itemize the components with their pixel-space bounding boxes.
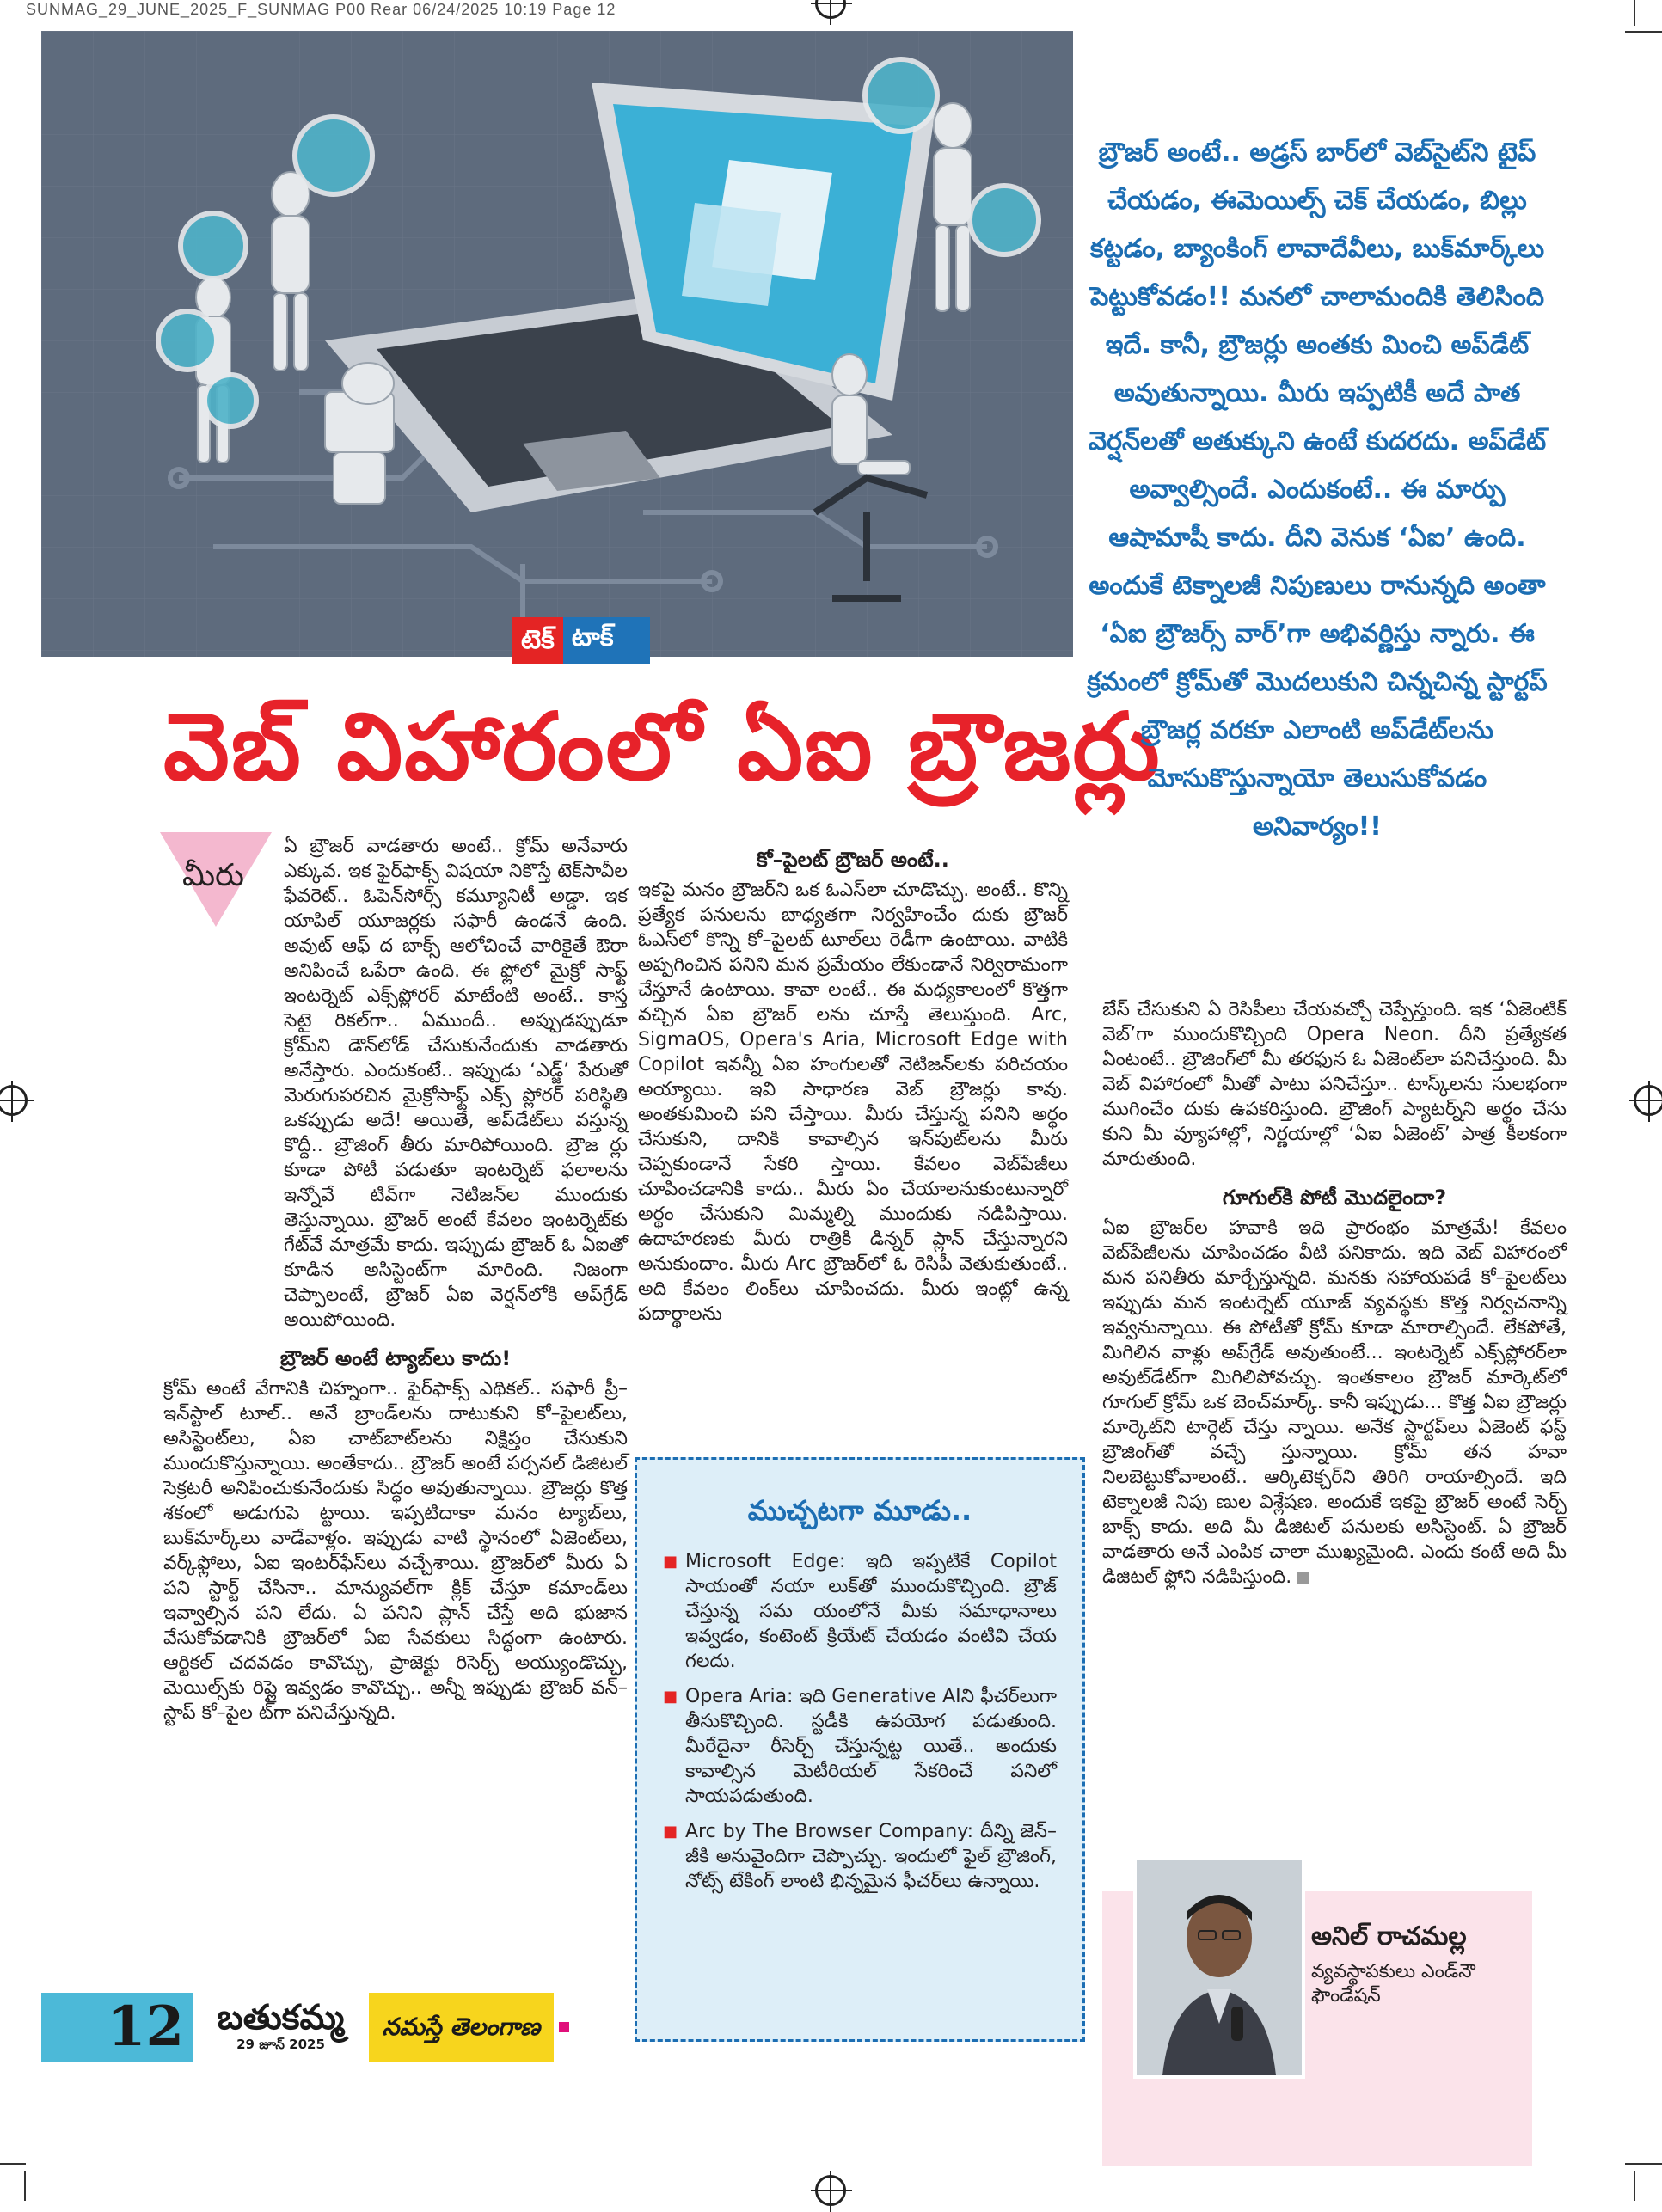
col2-subheading: కో–పైలట్ బ్రౌజర్ అంటే.. [757,848,949,872]
col3-paragraph-2 [1102,1216,1567,1590]
sidebar-box-list [663,1549,1057,1894]
article-column-3 [1102,997,1567,1598]
brand-name: బతుకమ్మ [217,1998,345,2037]
intro-paragraph: బ్రౌజర్ అంటే.. అడ్రస్ బార్‌లో వెబ్‌సైట్‌ని టైప్ చేయడం, ఈమెయిల్స్ చెక్ చేయడం, బిల్లు కట్టడం, బ్యాంకింగ్ లావాదేవీలు, బుక్‌మార్క్‌లు పెట్టుకోవడం!! మనలో చాలామందికి తెలిసింది ఇదే. కానీ, బ్రౌజర్లు అంతకు మించి అప్‌డేట్ అవుతున్నాయి. మీరు ఇప్పటికీ అదే పాత వెర్షన్‌లతో అతుక్కుని ఉంటే కుదరదు. అప్‌డేట్ అవ్వాల్సిందే. ఎందుకంటే.. ఈ మార్పు ఆషామాషీ కాదు. దీని వెనుక ‘ఏఐ’ ఉంది. అందుకే టెక్నాలజీ నిపుణులు రానున్నది అంతా ‘ఏఐ బ్రౌజర్స్ వార్’గా అభివర్ణిస్తు న్నారు. ఈ క్రమంలో క్రోమ్‌తో మొదలుకుని చిన్నచిన్న స్టార్టప్ బ్రౌజర్ల వరకూ ఎలాంటి అప్‌డేట్‌లను మోసుకొస్తున్నాయో తెలుసుకోవడం అనివార్యం!! [1087,138,1548,842]
dropcap-text: మీరు [182,858,244,893]
tag-red: టెక్ [512,617,563,664]
list-item: ■ Arc by The Browser Company: దీన్ని జెన్–జీకి అనువైందిగా చెప్పొచ్చు. ఇందులో ఫైల్ బ్రౌజింగ్, నోట్స్ టేకింగ్ లాంటి భిన్నమైన ఫీచర్‌లు ఉన్నాయి. [663,1819,1057,1894]
registration-mark-bottom [815,2175,846,2206]
crop-mark [1634,2171,1635,2201]
sidebar-box [635,1457,1085,2042]
page-number: 12 [41,1993,193,2062]
article-column-2 [638,834,1068,1335]
registration-mark-right [1634,1085,1662,1116]
robots-laptop-illustration [41,31,1073,657]
magazine-brand [193,1993,369,2062]
end-mark-icon [1297,1572,1309,1584]
tag-blue: టాక్ [571,622,614,653]
newspaper-name: నమస్తే తెలంగాణ [369,1993,554,2062]
intro-text [1085,129,1549,851]
headline: వెబ్ విహారంలో ఏఐ బ్రౌజర్లు [163,694,1162,801]
issue-date: 29 జూన్ 2025 [236,2037,325,2052]
page-footer [41,1993,597,2062]
crop-mark [1625,31,1662,33]
col3-paragraph-1: బేస్ చేసుకుని ఏ రెసిపీలు చేయవచ్చో చెప్పేస్తుంది. ఇక ‘ఏజెంటిక్ వెబ్’గా ముందుకొచ్చింది Opera Neon. దీని ప్రత్యేకత ఏంటంటే.. బ్రౌజింగ్‌లో మీ తరఫున ఓ ఏజెంట్‌లా పనిచేస్తుంది. మీ వెబ్ విహారంలో మీతో పాటు పనిచేస్తూ.. టాస్క్‌లను సులభంగా ముగించేం దుకు ఉపకరిస్తుంది. బ్రౌజింగ్ ప్యాటర్న్‌ని అర్థం చేసు కుని మీ వ్యూహాల్లో, నిర్ణయాల్లో ‘ఏఐ ఏజెంట్’ పాత్ర కీలకంగా మారుతుంది. [1102,999,1567,1170]
article-column-1 [163,834,628,1734]
col1-paragraph-2: క్రోమ్ అంటే వేగానికి చిహ్నంగా.. ఫైర్‌ఫాక్స్ ఎథికల్.. సఫారీ ప్రీ–ఇన్‌స్టాల్ టూల్.. అనే బ్రాండ్‌లను దాటుకుని కో–పైలట్‌లు, అసిస్టెంట్‌లు, ఏఐ చాట్‌బాట్‌లను నిక్షిప్తం చేసుకుని ముందుకొస్తున్నాయి. అంతేకాదు.. బ్రౌజర్ అంటే పర్సనల్ డిజిటల్ సెక్రటరీ అనిపించుకునేందుకు సిద్ధం అవుతున్నాయి. బ్రౌజర్లు కొత్త శకంలో అడుగుపె ట్టాయి. ఇప్పటిదాకా మనం ట్యాబ్‌లు, బుక్‌మార్క్‌లు వాడేవాళ్లం. ఇప్పుడు వాటి స్థానంలో ఏజెంట్‌లు, వర్క్‌ఫ్లోలు, ఏఐ ఇంటర్‌ఫేస్‌లు వచ్చేశాయి. బ్రౌజర్‌లో మీరు ఏ పని స్టార్ట్ చేసినా.. మాన్యువల్‌గా క్లిక్ చేస్తూ కమాండ్‌లు ఇవ్వాల్సిన పని లేదు. ఏ పనిని ప్లాన్ చేస్తే అది భుజాన వేసుకోవడానికి బ్రౌజర్‌లో ఏఐ సేవకులు సిద్ధంగా ఉంటారు. ఆర్టికల్ చదవడం కావొచ్చు, ప్రాజెక్టు రిసెర్చ్ అయ్యుండొచ్చు, మెయిల్స్‌కు రిప్లై ఇవ్వడం కావొచ్చు.. అన్నీ ఇప్పుడు బ్రౌజర్ వన్–స్టాప్ కో–పైల ట్‌గా పనిచేస్తున్నది. [163,1378,628,1724]
crop-mark [1634,0,1635,26]
col3-paragraph-2-text: ఏఐ బ్రౌజర్‌ల హవాకి ఇది ప్రారంభం మాత్రమే! కేవలం వెబ్‌పేజీలను చూపించడం వీటి పనికాదు. ఇది వెబ్ విహారంలో మన పనితీరు మార్చేస్తున్నది. మనకు సహాయపడే కో–పైలట్‌లు ఇప్పుడు మన ఇంటర్నెట్ యూజ్ వ్యవస్థకు కొత్త నిర్వచనాన్ని ఇవ్వనున్నాయి. ఈ పోటీతో క్రోమ్ కూడా మారాల్సిందే. లేకపోతే, మిగిలిన వాళ్లు అప్‌గ్రేడ్ అవుతుంటే... ఇంటర్నెట్ ఎక్స్‌ప్లోరర్‌లా అవుట్‌డేట్‌గా మిగిలిపోవచ్చు. ఇంతకాలం బ్రౌజర్ మార్కెట్‌లో గూగుల్ క్రోమ్ ఒక బెంచ్‌మార్క్. కానీ ఇప్పుడు... కొత్త ఏఐ బ్రౌజర్లు మార్కెట్‌ని టార్గెట్ చేస్తు న్నాయి. అనేక స్టార్టప్‌లు ఏజెంట్ ఫస్ట్ బ్రౌజింగ్‌తో వచ్చే స్తున్నాయి. క్రోమ్ తన హవా నిలబెట్టుకోవాలంటే.. ఆర్కిటెక్చర్‌ని తిరిగి రాయాల్సిందే. ఇది టెక్నాలజీ నిపు ణుల విశ్లేషణ. అందుకే ఇకపై బ్రౌజర్ అంటే సెర్చ్ బాక్స్ కాదు. అది మీ డిజిటల్ పనులకు అసిస్టెంట్. ఏ బ్రౌజర్ వాడతారు అనే ఎంపిక చాలా ముఖ్యమైంది. ఎందు కంటే అది మీ డిజిటల్ ఫ్లోని నడిపిస్తుంది. [1102,1217,1567,1588]
list-item: ■ Opera Aria: ఇది Generative AIని ఫీచర్‌లుగా తీసుకొచ్చింది. స్టడీకి ఉపయోగ పడుతుంది. మీరేదైనా రీసెర్చ్ చేస్తున్నట్ట యితే.. అందుకు కావాల్సిన మెటీరియల్ సేకరించే పనిలో సాయపడుతుంది. [663,1684,1057,1809]
print-slug: SUNMAG_29_JUNE_2025_F_SUNMAG P00 Rear 06/24/2025 10:19 Page 12 [26,1,616,18]
author-photo [1133,1857,1305,2079]
author-photo-art [1137,1860,1302,2075]
col1-paragraph-1: ఏ బ్రౌజర్ వాడతారు అంటే.. క్రోమ్ అనేవారు ఎక్కువ. ఇక ఫైర్‌ఫాక్స్ విషయా నికొస్తే టెక్‌సావీల ఫేవరెట్.. ఓపెన్‌సోర్స్ కమ్యూనిటీ అడ్డా. ఇక యాపిల్ యూజర్లకు సఫారీ ఉండనే ఉంది. అవుట్ ఆఫ్ ద బాక్స్ ఆలోచించే వారికైతే ఔరా అనిపించే ఒపేరా ఉంది. ఈ ఫ్లోలో మైక్రో సాఫ్ట్ ఇంటర్నెట్ ఎక్స్‌ప్లోరర్ మాటేంటి అంటే.. కాస్త సెటై రికల్‌గా.. ఏముందీ.. అప్పుడప్పుడూ క్రోమ్‌ని డౌన్‌లోడ్ చేసుకునేందుకు వాడతారు అనేస్తారు. ఎందుకంటే.. ఇప్పుడు ‘ఎడ్జ్’ పేరుతో మెరుగుపరచిన మైక్రోసాఫ్ట్ ఎక్స్ ప్లోరర్ పరిస్థితి ఒకప్పుడు అదే! అయితే, అప్‌డేట్‌లు వస్తున్న కొద్దీ.. బ్రౌజింగ్ తీరు మారిపోయింది. బ్రౌజ ర్లు కూడా పోటీ పడుతూ ఇంటర్నెట్ ఫలాలను ఇన్నోవే టివ్‌గా నెటిజన్‌ల ముందుకు తెస్తున్నాయి. బ్రౌజర్ అంటే కేవలం ఇంటర్నెట్‌కు గేట్‌వే మాత్రమే కాదు. ఇప్పుడు బ్రౌజర్ ఓ ఏఐతో కూడిన అసిస్టెంట్‌గా మారింది. నిజంగా చెప్పాలంటే, బ్రౌజర్ ఏఐ వెర్షన్‌లోకి అప్‌గ్రేడ్ అయిపోయింది. [284,836,628,1331]
col1-subheading: బ్రౌజర్ అంటే ట్యాబ్‌లు కాదు! [279,1346,512,1370]
crop-mark [0,2163,26,2165]
list-item: ■ Microsoft Edge: ఇది ఇప్పటికే Copilot సాయంతో నయా లుక్‌తో ముందుకొచ్చింది. బ్రౌజ్ చేస్తున్న సమ యంలోనే మీకు సమాధానాలు ఇవ్వడం, కంటెంట్ క్రియేట్ చేయడం వంటివి చేయ గలదు. [663,1549,1057,1674]
registration-mark-left [0,1085,28,1116]
crop-mark [1625,2163,1662,2165]
sidebar-box-title: ముచ్చటగా మూడు.. [747,1494,972,1527]
col3-subheading: గూగుల్‌కి పోటీ మొదలైందా? [1222,1186,1447,1210]
footer-square-icon [559,2022,569,2032]
crop-mark [24,2171,26,2201]
hero-illustration [41,31,1073,657]
author-role: వ్యవస్థాపకులు ఎండ్‌నౌ ఫౌండేషన్ [1311,1961,1476,2007]
author-name: అనిల్ రాచమల్ల [1311,1921,1467,1952]
section-tag [512,617,650,664]
col2-paragraph-1: ఇకపై మనం బ్రౌజర్‌ని ఒక ఓఎస్‌లా చూడొచ్చు. అంటే.. కొన్ని ప్రత్యేక పనులను బాధ్యతగా నిర్వహించేం దుకు బ్రౌజర్ ఓఎస్‌లో కొన్ని కో–పైలట్ టూల్‌లు రెడీగా ఉంటాయి. వాటికి అప్పగించిన పనిని మన ప్రమేయం లేకుండానే నిర్విరామంగా చేస్తూనే ఉంటాయి. కావా లంటే.. ఈ మధ్యకాలంలో కొత్తగా వచ్చిన ఏఐ బ్రౌజర్ లను చూస్తే తెలుస్తుంది. Arc, SigmaOS, Opera's Aria, Microsoft Edge with Copilot ఇవన్నీ ఏఐ హంగులతో నెటిజన్‌లకు పరిచయం అయ్యాయి. ఇవి సాధారణ వెబ్ బ్రౌజర్లు కావు. అంతకుమించి పని చేస్తాయి. మీరు చేస్తున్న పనిని అర్థం చేసుకుని, దానికి కావాల్సిన ఇన్‌పుట్‌లను మీరు చెప్పకుండానే సేకరి స్తాయి. కేవలం వెబ్‌పేజీలు చూపించడానికి కాదు.. మీరు ఏం చేయాలనుకుంటున్నారో అర్థం చేసుకుని మిమ్మల్ని ముందుకు నడిపిస్తాయి. ఉదాహరణకు మీరు రాత్రికి డిన్నర్ ప్లాన్ చేస్తున్నారని అనుకుందాం. మీరు Arc బ్రౌజర్‌లో ఓ రెసిపీ వెతుకుతుంటే.. అది కేవలం లింక్‌లు చూపించదు. మీరు ఇంట్లో ఉన్న పదార్థాలను [638,879,1068,1325]
